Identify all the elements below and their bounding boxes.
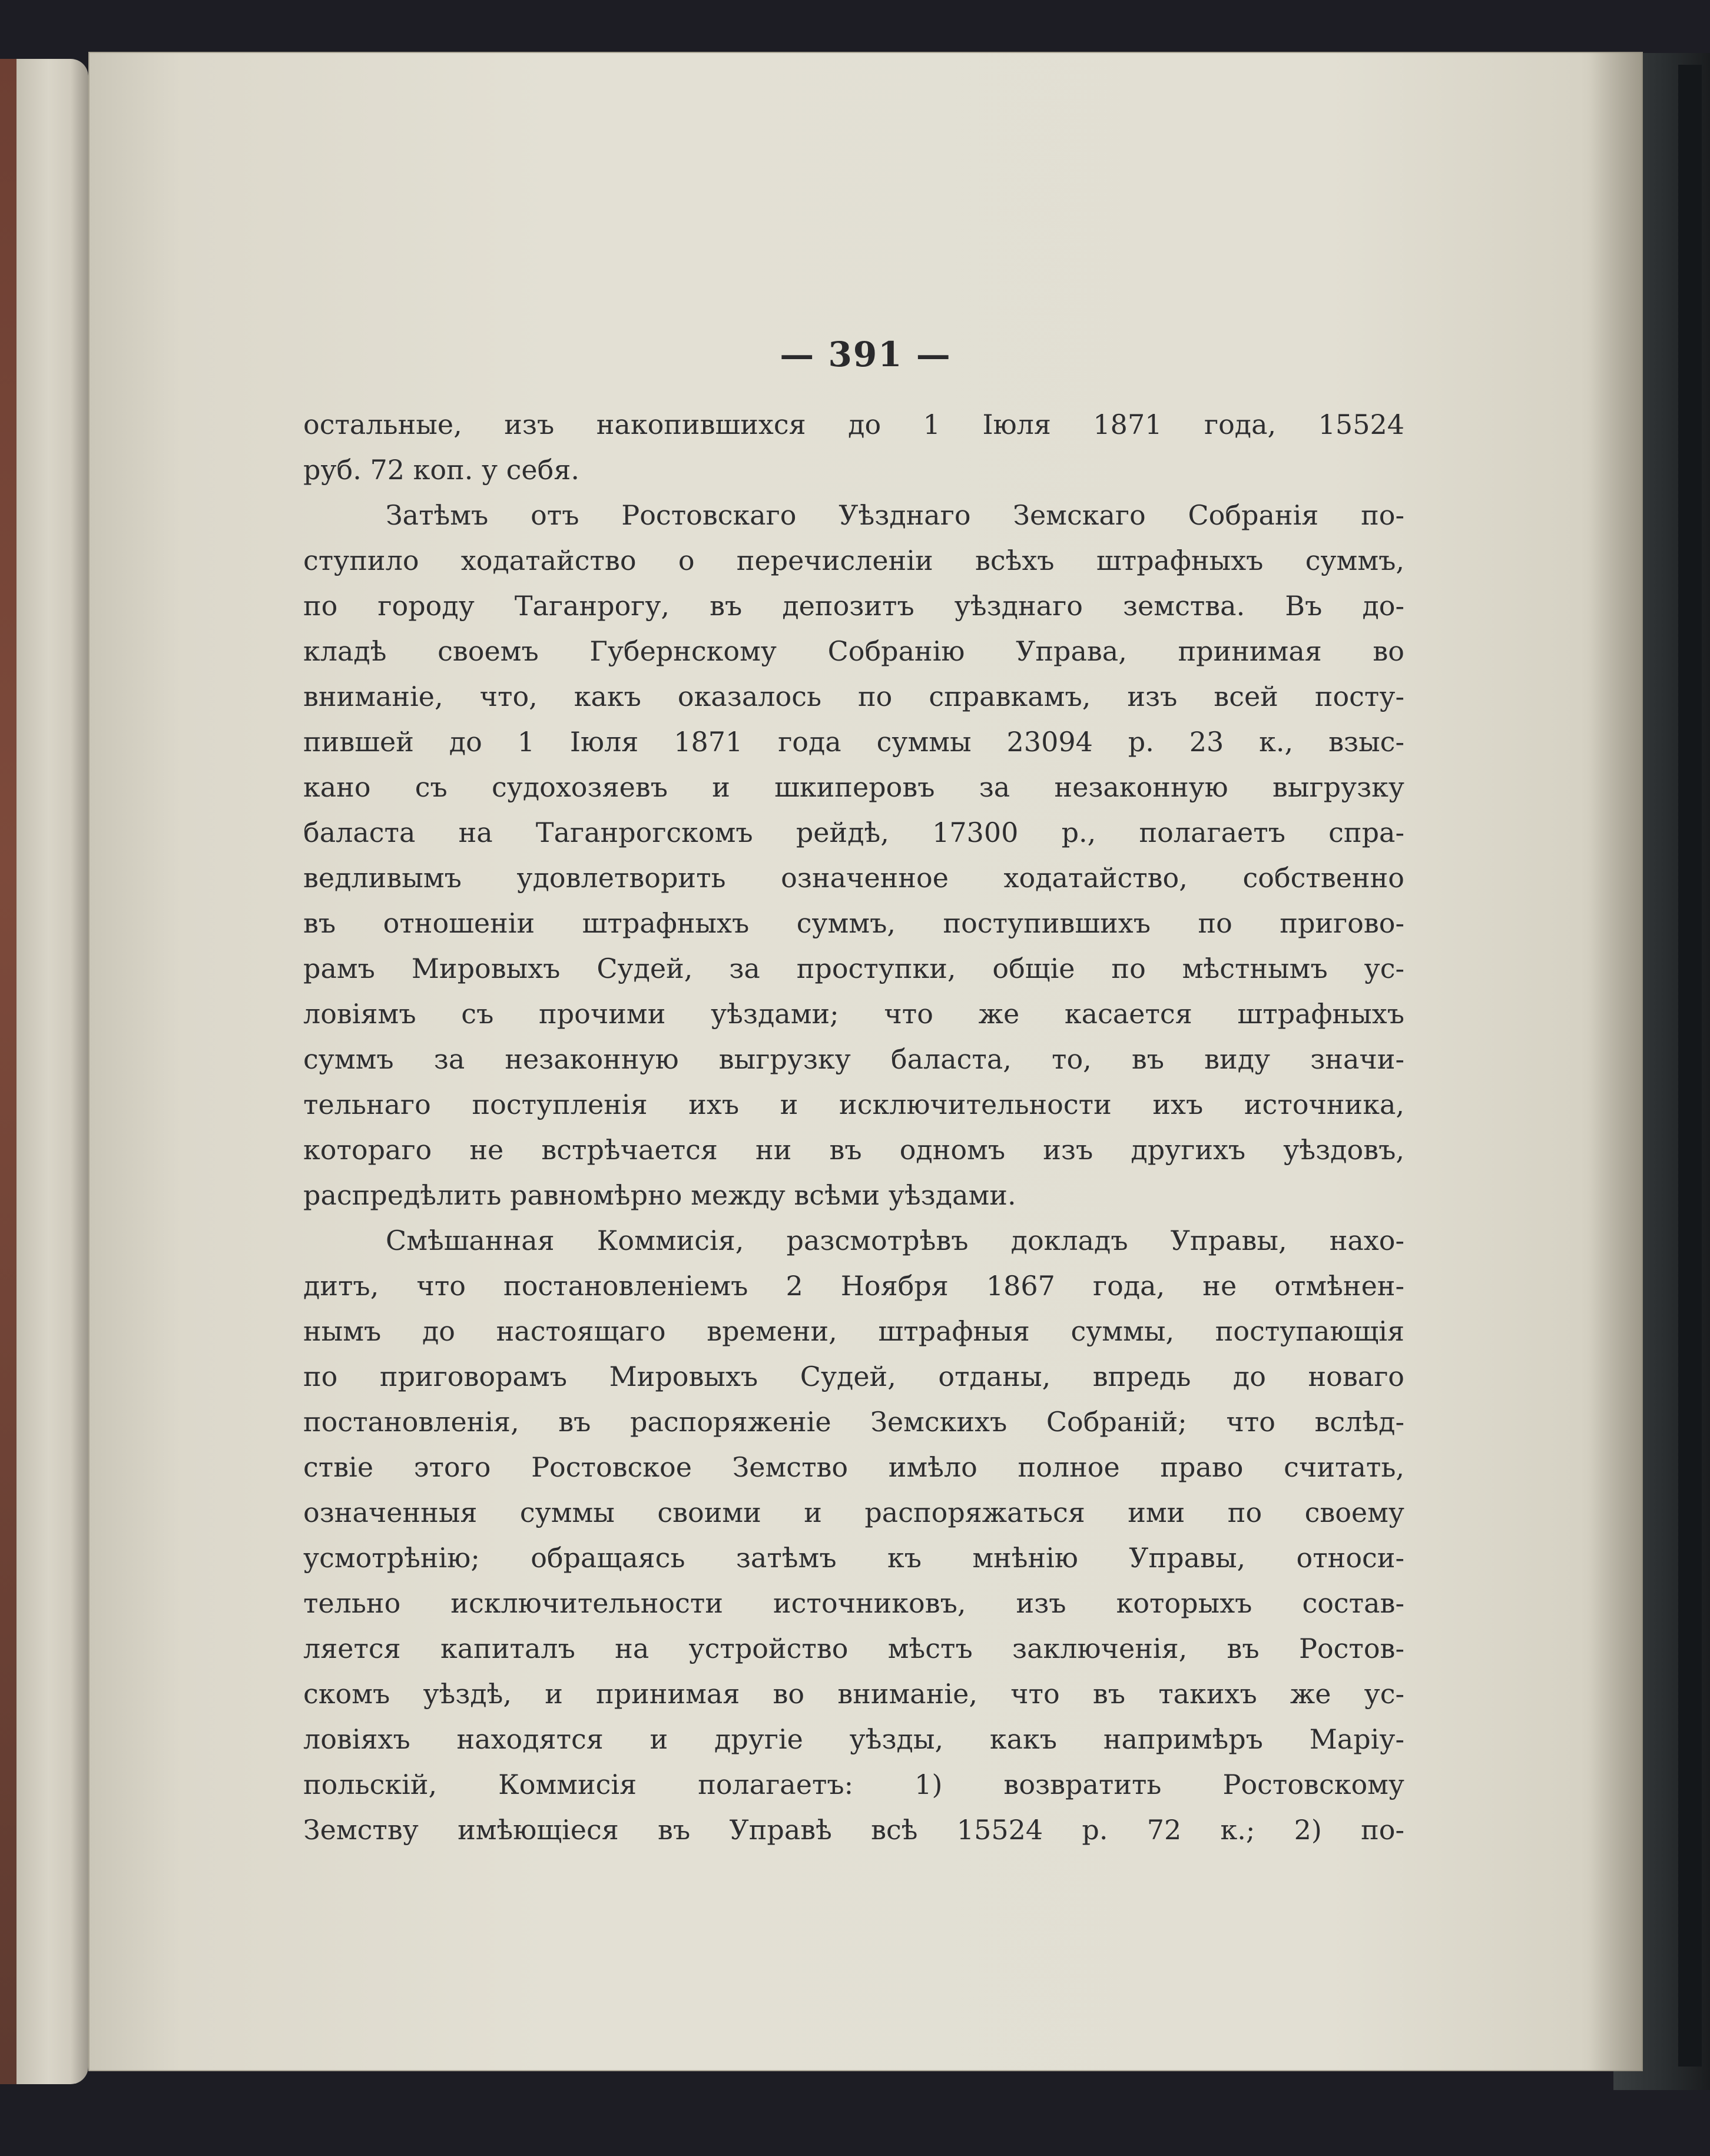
text-line: котораго не встрѣчается ни въ одномъ изъ другихъ уѣздовъ, — [303, 1134, 1404, 1166]
text-line: дитъ, что постановленіемъ 2 Ноября 1867 года, не отмѣнен- — [303, 1270, 1404, 1302]
text-line: вниманіе, что, какъ оказалось по справкамъ, изъ всей посту- — [303, 681, 1404, 712]
text-line: ведливымъ удовлетворить означенное ходатайство, собственно — [303, 862, 1404, 894]
left-page-edge — [0, 59, 16, 2084]
text-line: распредѣлить равномѣрно между всѣми уѣздами. — [303, 1179, 1016, 1211]
text-line: Затѣмъ отъ Ростовскаго Уѣзднаго Земскаго Собранія по- — [386, 499, 1404, 531]
body-text — [303, 402, 1404, 1853]
text-line: тельнаго поступленія ихъ и исключительности ихъ источника, — [303, 1089, 1404, 1120]
text-line: остальные, изъ накопившихся до 1 Іюля 1871 года, 15524 — [303, 409, 1404, 440]
text-line: тельно исключительности источниковъ, изъ которыхъ состав- — [303, 1587, 1404, 1619]
book-cover-edge — [1678, 65, 1702, 2067]
book-page — [88, 52, 1643, 2071]
text-line: нымъ до настоящаго времени, штрафныя суммы, поступающія — [303, 1315, 1404, 1347]
text-line: Смѣшанная Коммисія, разсмотрѣвъ докладъ Управы, нахо- — [386, 1225, 1404, 1256]
text-line: кано съ судохозяевъ и шкиперовъ за незаконную выгрузку — [303, 771, 1404, 803]
text-line: ловіямъ съ прочими уѣздами; что же касается штрафныхъ — [303, 998, 1404, 1030]
text-line: руб. 72 коп. у себя. — [303, 454, 579, 486]
text-line: баласта на Таганрогскомъ рейдѣ, 17300 р., полагаетъ спра- — [303, 817, 1404, 848]
text-line: усмотрѣнію; обращаясь затѣмъ къ мнѣнію Управы, относи- — [303, 1542, 1404, 1574]
page-number: — 391 — — [780, 334, 952, 374]
text-line: рамъ Мировыхъ Судей, за проступки, общіе по мѣстнымъ ус- — [303, 953, 1404, 984]
text-line: по приговорамъ Мировыхъ Судей, отданы, впредь до новаго — [303, 1361, 1404, 1392]
text-line: суммъ за незаконную выгрузку баласта, то, въ виду значи- — [303, 1043, 1404, 1075]
page-gutter-shadow — [1590, 52, 1643, 2071]
text-line: ляется капиталъ на устройство мѣстъ заключенія, въ Ростов- — [303, 1633, 1404, 1664]
text-line: Земству имѣющіеся въ Управѣ всѣ 15524 р. 72 к.; 2) по- — [303, 1814, 1404, 1846]
text-line: ступило ходатайство о перечисленіи всѣхъ штрафныхъ суммъ, — [303, 545, 1404, 576]
text-line: ствіе этого Ростовское Земство имѣло полное право считать, — [303, 1451, 1404, 1483]
text-line: означенныя суммы своими и распоряжаться ими по своему — [303, 1497, 1404, 1528]
text-line: скомъ уѣздѣ, и принимая во вниманіе, что въ такихъ же ус- — [303, 1678, 1404, 1710]
text-line: пившей до 1 Іюля 1871 года суммы 23094 р. 23 к., взыс- — [303, 726, 1404, 758]
text-line: ловіяхъ находятся и другіе уѣзды, какъ напримѣръ Маріу- — [303, 1723, 1404, 1755]
text-line: кладѣ своемъ Губернскому Собранію Управа, принимая во — [303, 635, 1404, 667]
text-line: въ отношеніи штрафныхъ суммъ, поступившихъ по пригово- — [303, 907, 1404, 939]
text-line: по городу Таганрогу, въ депозитъ уѣзднаго земства. Въ до- — [303, 590, 1404, 622]
text-line: постановленія, въ распоряженіе Земскихъ Собраній; что вслѣд- — [303, 1406, 1404, 1438]
text-line: польскій, Коммисія полагаетъ: 1) возвратить Ростовскому — [303, 1769, 1404, 1800]
